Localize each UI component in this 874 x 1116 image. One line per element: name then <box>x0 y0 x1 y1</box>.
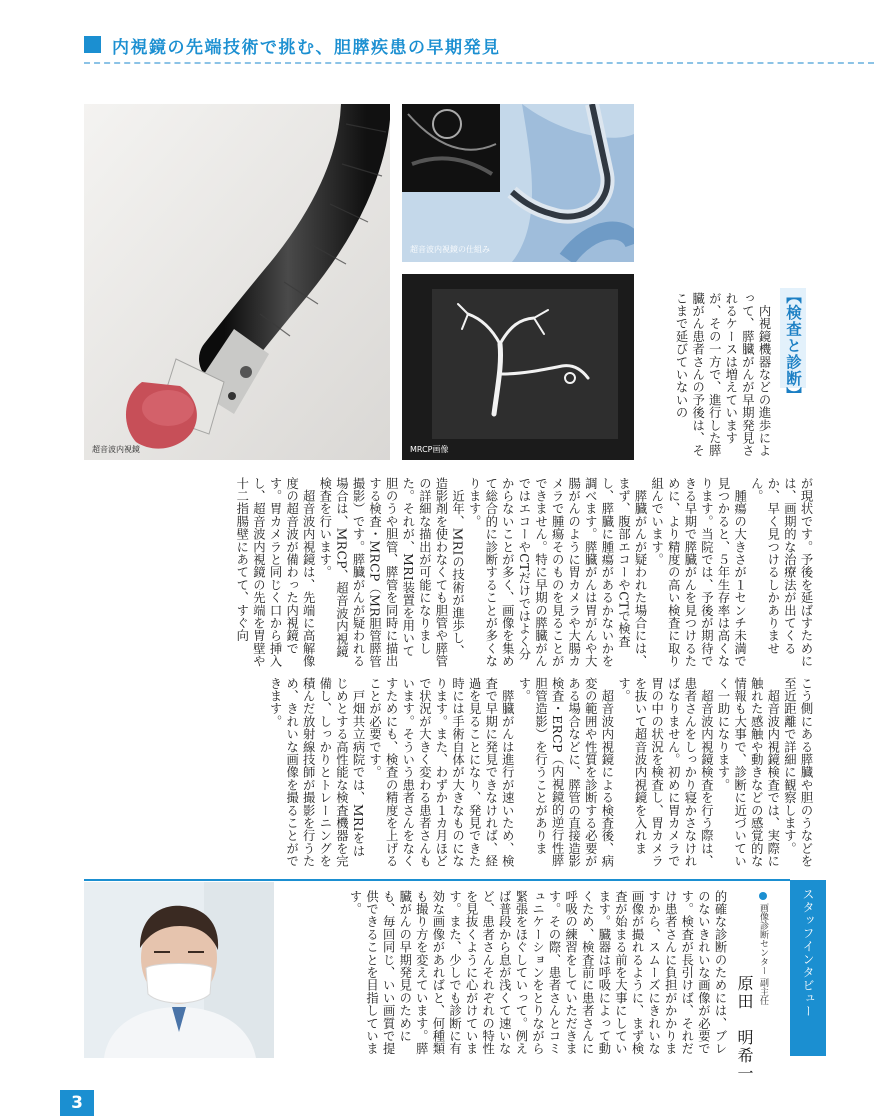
section-heading <box>780 288 806 404</box>
header-marker-icon <box>84 36 101 53</box>
mrcp-image <box>402 274 634 460</box>
staff-interview-band <box>790 880 826 1056</box>
text-column-2: が現状です。予後を延ばすためには、画期的な治療法が出てくるか、早く見つけるしかありません。 腫瘍の大きさが１センチ未満で見つかると、５年生存率は高くなります。当院では、予後が期待できる早期で膵臓がんを見つけるために、より精度の高い検査に取り組んでいます。 膵臓がんが疑われた場合には、まず、腹部エコーやCTで検査し、膵臓に腫瘍があるかないかを調べます。膵臓がんは胃がんや大腸がんのように胃カメラや大腸カメラで腫瘍そのものを見ることができません。特に早期の膵臓がんではエコーやCTだけではよく分からないことが多く、画像を集めて総合的に診断することが多くなります。 近年、MRIの技術が進歩し、造影剤を使わなくても胆管や膵管の詳細な描出が可能になりました。それが、MRI装置を用いて胆のうや胆管、膵管を同時に描出する検査・MRCP（MR胆管膵管撮影）です。膵臓がんが疑われる場合は、MRCP、超音波内視鏡検査を行います。 超音波内視鏡は、先端に高解像度の超音波が備わった内視鏡です。胃カメラと同じく口から挿入し、超音波内視鏡の先端を胃壁や十二指腸壁にあてて、すぐ向 <box>234 477 813 668</box>
staff-name: 原田 明希一 <box>735 975 754 1083</box>
ultrasound-structure-image <box>402 104 634 262</box>
structure-illustration <box>402 104 634 262</box>
staff-department <box>756 892 770 1005</box>
structure-caption: 超音波内視鏡の仕組み <box>410 245 490 254</box>
section-heading-text: 【検査と診断】 <box>784 288 802 404</box>
endoscope-caption: 超音波内視鏡 <box>92 445 140 454</box>
page-title: 内視鏡の先端技術で挑む、胆膵疾患の早期発見 <box>112 38 501 58</box>
text-column-3: こう側にある膵臓や胆のうなどを至近距離で詳細に観察します。 超音波内視鏡検査では、実際に触れた感触や動きなどの感覚的な情報も大事で、診断に近づいていく一助になります。 超音波内視鏡検査を行う際は、患者さんをしっかり寝かさなければなりません。初めに胃カメラで胃の中の状況を検査し、胃カメラを抜いて超音波内視鏡を入れます。 超音波内視鏡による検査後、病変の範囲や性質を診断する必要がある場合などに、膵管の直接造影検査・ERCP（内視鏡的逆行性膵胆管造影）を行うことがあります。 膵臓がんは進行が速いため、検査で早期に発見できなければ、経過を見ることになり、発見できた時には手術自体が大きなものになります。また、わずか１カ月ほどで状況が大きく変わる患者さんもいます。そういう患者さんをなくすためにも、検査の精度を上げることが必要です。 戸畑共立病院では、MRIをはじめとする高性能な検査機器を完備し、しっかりとトレーニングを積んだ放射線技師が撮影を行うため、きれいな画像を撮ることができます。 <box>268 677 813 868</box>
endoscope-illustration <box>84 104 390 460</box>
staff-divider <box>84 879 790 881</box>
staff-photo <box>84 882 274 1058</box>
staff-portrait <box>84 882 274 1058</box>
mrcp-caption: MRCP画像 <box>410 445 449 454</box>
staff-interview-label: スタッフインタビュー <box>801 888 815 1018</box>
endoscope-photo <box>84 104 390 460</box>
page-number-badge <box>60 1090 94 1116</box>
header-divider <box>84 62 874 64</box>
mrcp-illustration <box>402 274 634 460</box>
blue-dot-icon <box>759 892 767 900</box>
page-number: 3 <box>71 1093 83 1113</box>
text-column-1: 内視鏡機器などの進歩によって、膵臓がんが早期発見されるケースは増えていますが、その一方で、進行した膵臓がん患者さんの予後は、そこまで延びていないの <box>674 292 771 458</box>
staff-department-text: 画像診断センター 副主任 <box>758 903 768 1005</box>
text-column-4: 的確な診断のためには、ブレのないきれいな画像が必要です。検査が長引けば、それだけ患者さんに負担がかかりますから、スムーズにきれいな画像が撮れるように、まず検査が始まる前を大事にしています。臓器は呼吸によって動くため、検査前に患者さんに呼吸の練習をしていただきます。その際、患者さんとコミュニケーションをとりながら緊張をほぐしていって。例えば普段から息が浅くて速いなど、患者さんそれぞれの特性を見抜くように心がけています。また、少しでも診断に有効な画像があればと、何種類も撮り方を変えています。膵臓がんの早期発見のためにも、毎回同じ、いい画質で提供できることを目指しています。 <box>347 890 727 1056</box>
